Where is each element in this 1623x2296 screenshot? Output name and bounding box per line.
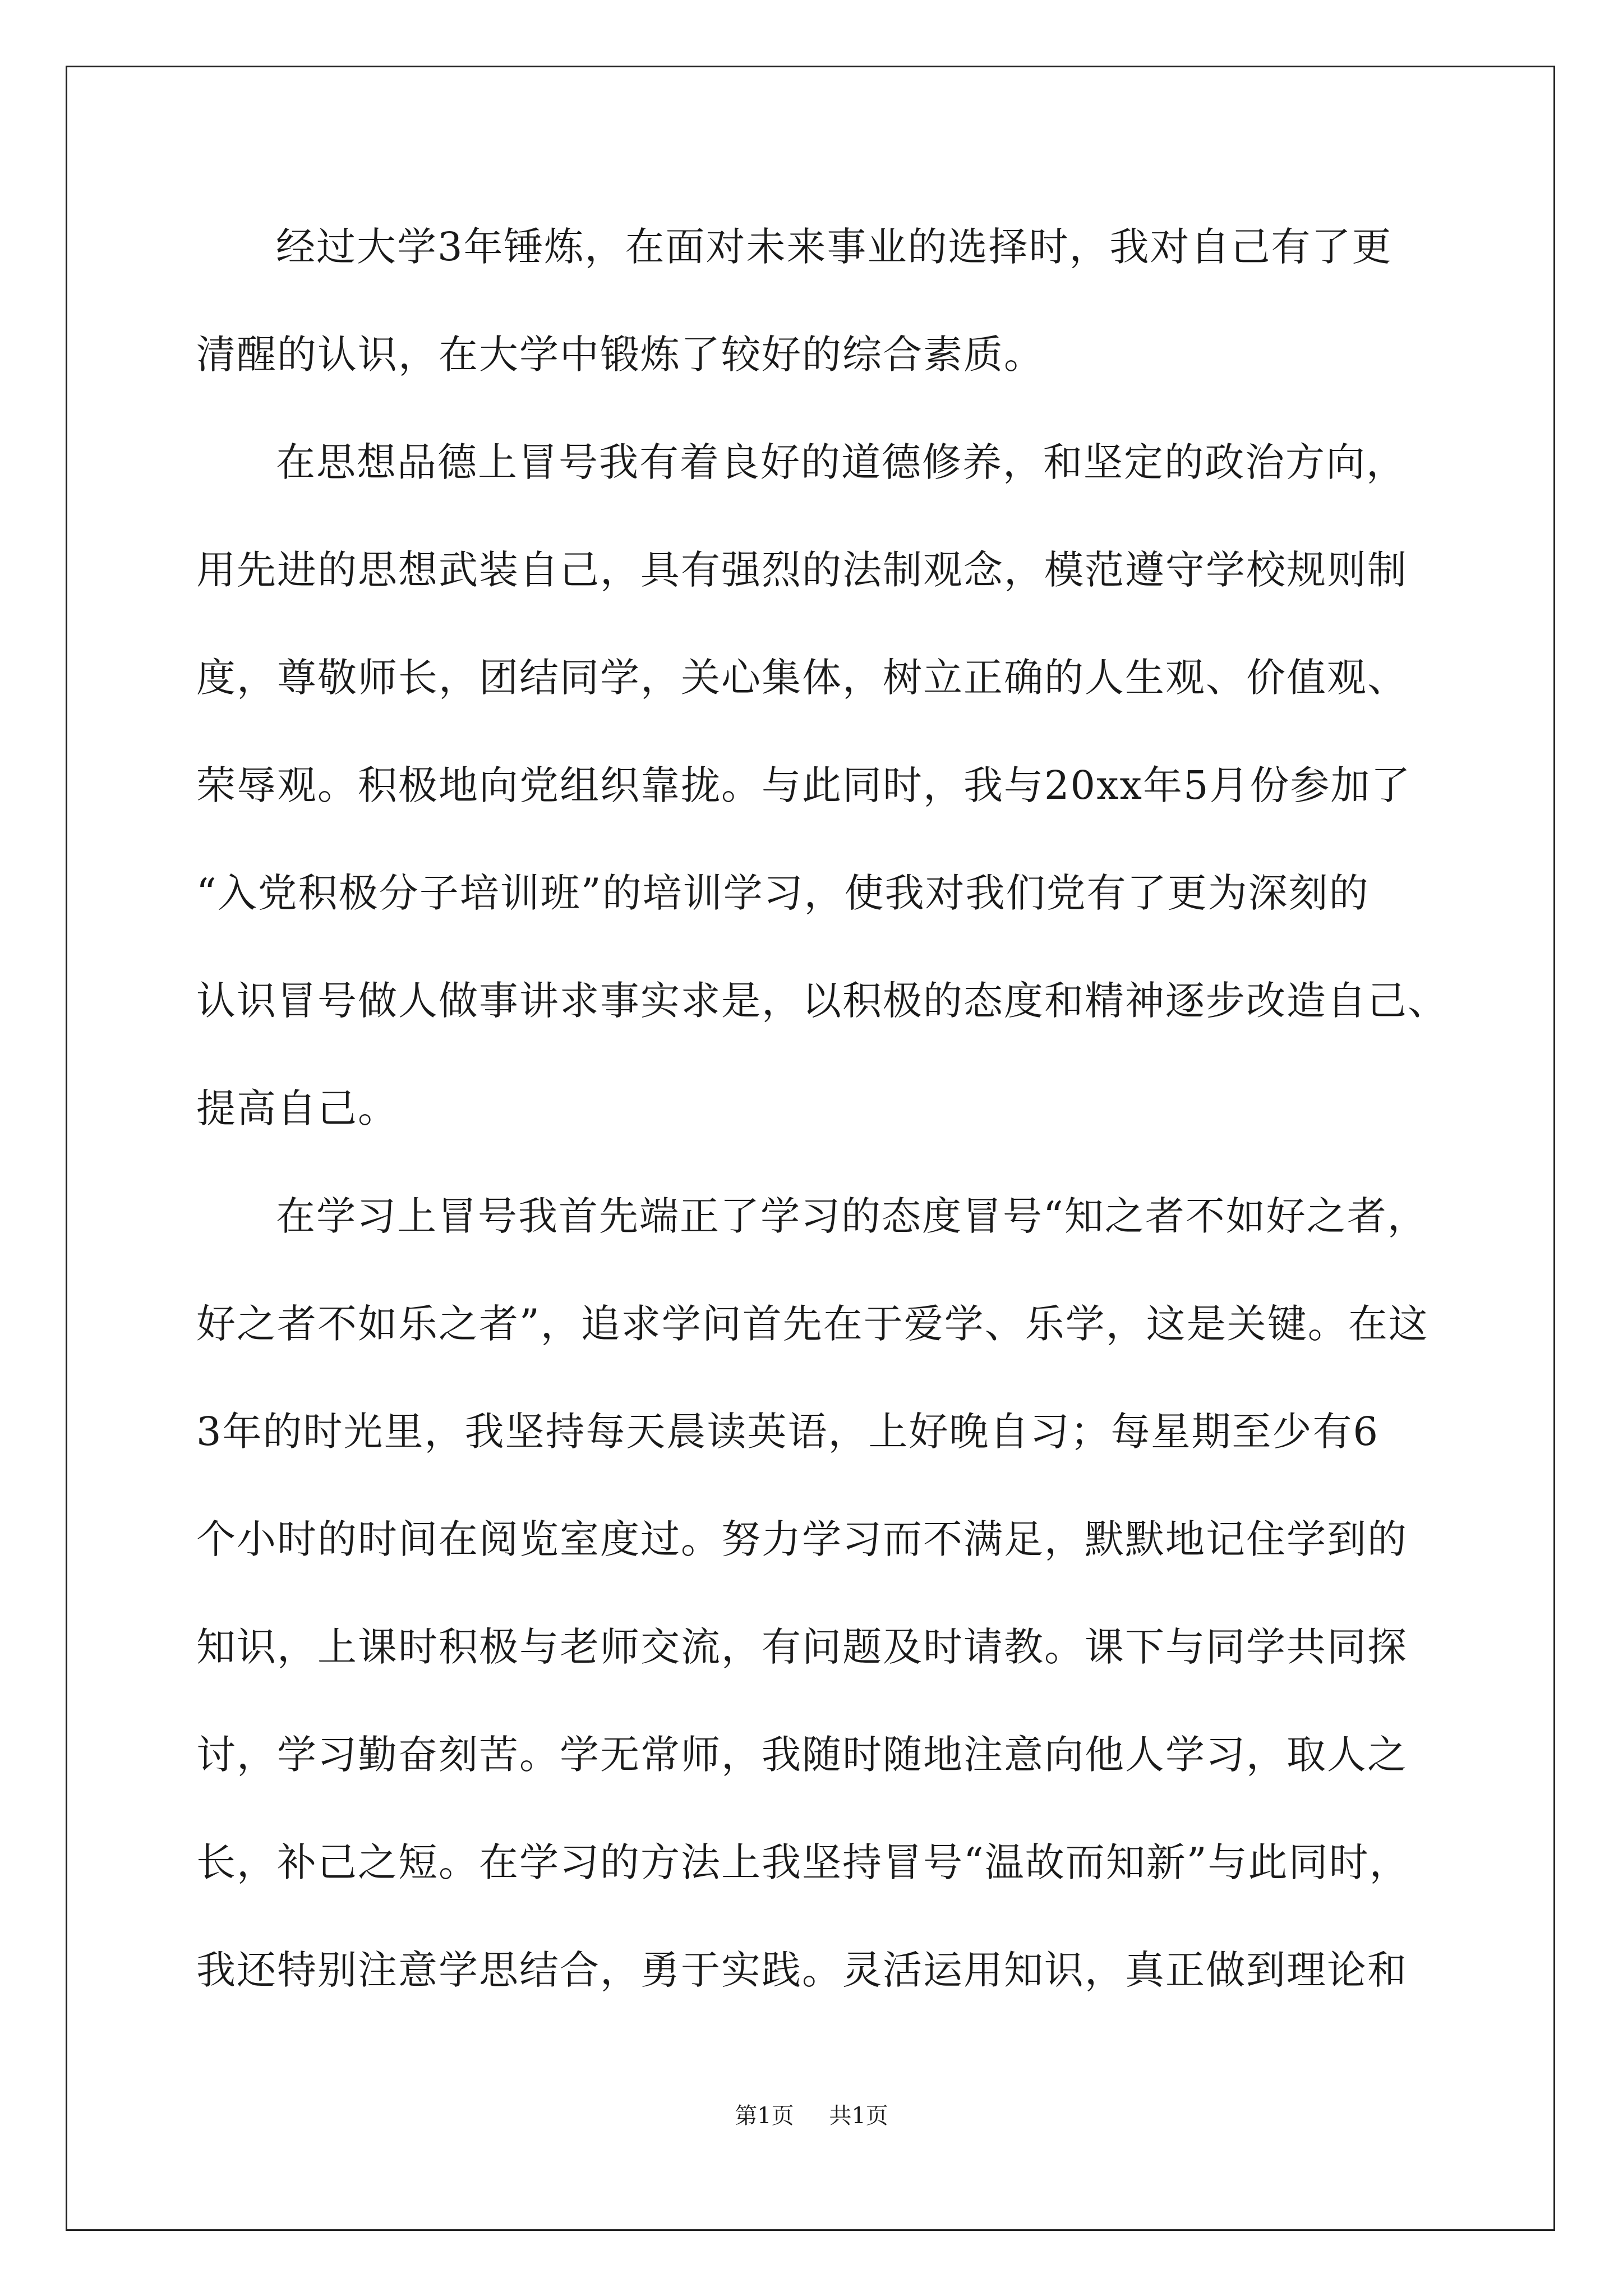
text-line: 清醒的认识，在大学中锻炼了较好的综合素质。 (196, 332, 1044, 378)
text-line: 在学习上冒号我首先端正了学习的态度冒号“知之者不如好之者， (276, 1193, 1428, 1239)
document-body (196, 208, 1448, 2039)
text-line: 荣辱观。积极地向党组织靠拢。与此同时，我与20xx年5月份参加了 (196, 762, 1412, 808)
text-line: 3年的时光里，我坚持每天晨读英语，上好晚自习；每星期至少有6 (196, 1409, 1380, 1455)
text-line: 好之者不如乐之者”，追求学问首先在于爱学、乐学，这是关键。在这 (196, 1301, 1429, 1347)
text-line: 在思想品德上冒号我有着良好的道德修养，和坚定的政治方向， (276, 439, 1407, 485)
page-number-current: 第1页 (735, 2103, 794, 2129)
page-footer (0, 2098, 1623, 2130)
text-line: 长，补己之短。在学习的方法上我坚持冒号“温故而知新”与此同时， (196, 1839, 1410, 1885)
text-line: “入党积极分子培训班”的培训学习，使我对我们党有了更为深刻的 (196, 870, 1370, 916)
text-line: 提高自己。 (196, 1085, 398, 1131)
text-line: 我还特别注意学思结合，勇于实践。灵活运用知识，真正做到理论和 (196, 1947, 1408, 1993)
text-line: 度，尊敬师长，团结同学，关心集体，树立正确的人生观、价值观、 (196, 655, 1408, 701)
text-line: 个小时的时间在阅览室度过。努力学习而不满足，默默地记住学到的 (196, 1516, 1408, 1562)
text-line: 用先进的思想武装自己，具有强烈的法制观念，模范遵守学校规则制 (196, 547, 1408, 593)
text-line: 知识，上课时积极与老师交流，有问题及时请教。课下与同学共同探 (196, 1624, 1408, 1670)
text-line: 讨，学习勤奋刻苦。学无常师，我随时随地注意向他人学习，取人之 (196, 1732, 1408, 1778)
page-number-total: 共1页 (829, 2103, 888, 2129)
text-line: 认识冒号做人做事讲求事实求是，以积极的态度和精神逐步改造自己、 (196, 978, 1448, 1024)
text-line: 经过大学3年锤炼，在面对未来事业的选择时，我对自己有了更 (276, 224, 1393, 270)
